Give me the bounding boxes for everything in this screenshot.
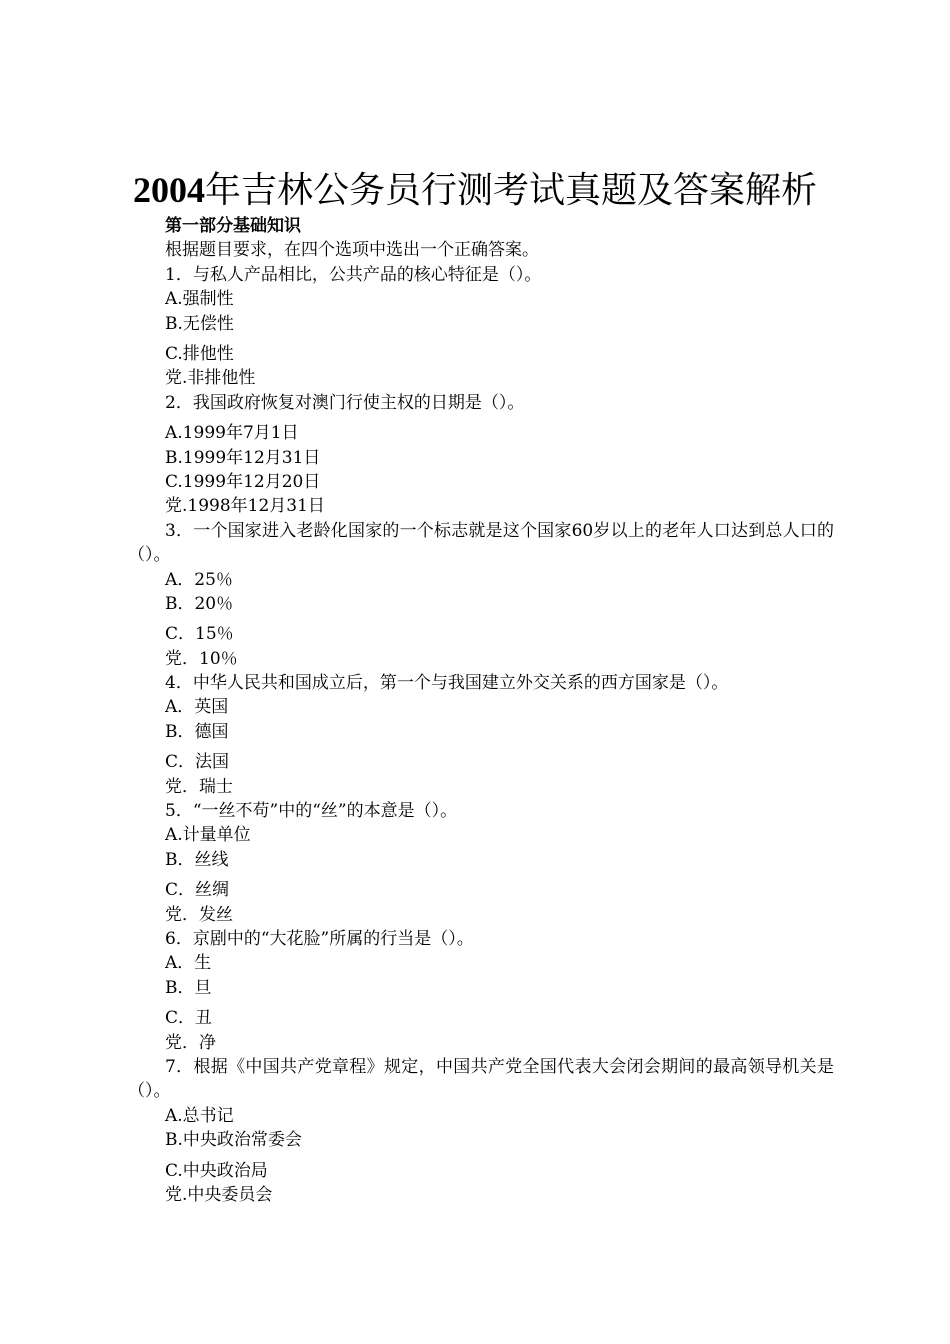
document-body bbox=[128, 214, 834, 1207]
option-b: B.中央政治常委会 bbox=[165, 1130, 302, 1151]
option-c: C．法国 bbox=[165, 752, 230, 773]
option-b: B．德国 bbox=[165, 721, 229, 742]
option-d: 党．净 bbox=[165, 1032, 216, 1053]
option-d: 党.中央委员会 bbox=[165, 1184, 273, 1205]
option-c: C.1999年12月20日 bbox=[165, 471, 321, 492]
question-text: 1．与私人产品相比，公共产品的核心特征是（）。 bbox=[165, 264, 542, 285]
option-c: C．丝绸 bbox=[165, 880, 230, 901]
title-text: 年吉林公务员行测考试真题及答案解析 bbox=[204, 170, 817, 211]
option-c: C.中央政治局 bbox=[165, 1160, 268, 1181]
option-b: B.无偿性 bbox=[165, 313, 234, 334]
option-d: 党．10％ bbox=[165, 648, 238, 669]
option-a: A.计量单位 bbox=[165, 825, 251, 846]
option-a: A.总书记 bbox=[165, 1105, 234, 1126]
title-year: 2004 bbox=[132, 170, 205, 210]
option-b: B．20％ bbox=[165, 593, 234, 614]
question-text: 7．根据《中国共产党章程》规定，中国共产党全国代表大会闭会期间的最高领导机关是（）。 bbox=[128, 1056, 834, 1102]
option-a: A．25％ bbox=[165, 569, 233, 590]
option-a: A.强制性 bbox=[165, 289, 234, 310]
question-text: 6．京剧中的“大花脸”所属的行当是（）。 bbox=[165, 928, 474, 949]
question-text: 3．一个国家进入老龄化国家的一个标志就是这个国家60岁以上的老年人口达到总人口的（）。 bbox=[128, 520, 834, 566]
option-d: 党.非排他性 bbox=[165, 368, 256, 389]
question-text: 4．中华人民共和国成立后，第一个与我国建立外交关系的西方国家是（）。 bbox=[165, 673, 729, 694]
question-text: 5．“一丝不苟”中的“丝”的本意是（）。 bbox=[165, 801, 458, 822]
option-b: B．旦 bbox=[165, 977, 212, 998]
option-d: 党.1998年12月31日 bbox=[165, 496, 325, 517]
instruction-text: 根据题目要求，在四个选项中选出一个正确答案。 bbox=[165, 240, 539, 261]
document-title bbox=[0, 168, 950, 213]
option-d: 党．瑞士 bbox=[165, 776, 233, 797]
option-a: A.1999年7月1日 bbox=[165, 423, 299, 444]
option-d: 党．发丝 bbox=[165, 904, 233, 925]
question-text: 2．我国政府恢复对澳门行使主权的日期是（）。 bbox=[165, 392, 525, 413]
option-c: C．丑 bbox=[165, 1008, 213, 1029]
option-b: B．丝线 bbox=[165, 849, 229, 870]
option-c: C．15％ bbox=[165, 624, 234, 645]
option-c: C.排他性 bbox=[165, 343, 234, 364]
option-b: B.1999年12月31日 bbox=[165, 447, 321, 468]
option-a: A．生 bbox=[165, 953, 212, 974]
option-a: A．英国 bbox=[165, 697, 229, 718]
section-heading: 第一部分基础知识 bbox=[165, 216, 301, 236]
